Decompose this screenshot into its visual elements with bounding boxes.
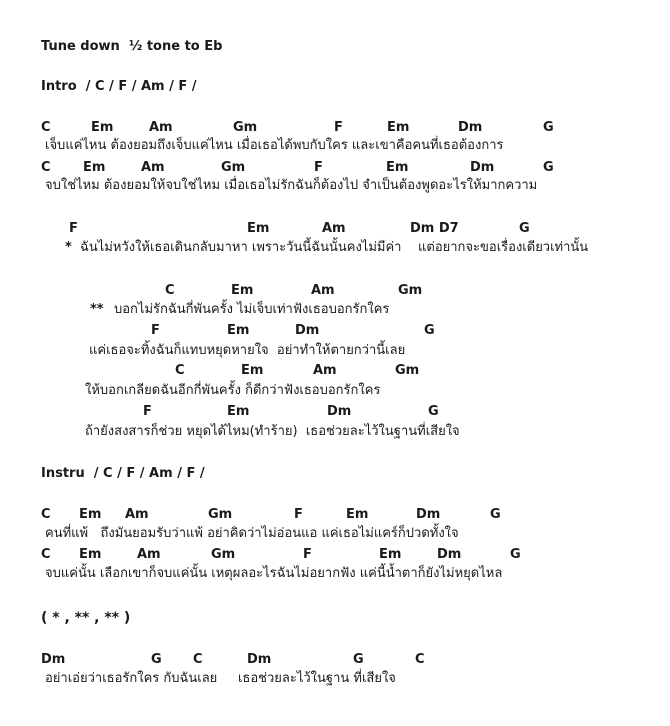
chord: G (510, 547, 521, 562)
instrumental-progression: Instru / C / F / Am / F / (41, 466, 205, 481)
chord: F (151, 323, 160, 338)
chord: F (303, 547, 312, 562)
chord: Em (247, 221, 270, 236)
chord: G (543, 120, 554, 135)
chord: Am (125, 507, 149, 522)
chord: Em (386, 160, 409, 175)
chord: Am (137, 547, 161, 562)
lyric-line: คนที่แพ้ ถึงมันยอมรับว่าแพ้ อย่าคิดว่าไม่อ่อนแอ แค่เธอไม่แคร์ก็ปวดทั้งใจ (45, 526, 459, 541)
chord: Dm (247, 652, 272, 667)
chord: Em (91, 120, 114, 135)
chord: C (415, 652, 425, 667)
chord: F (143, 404, 152, 419)
chord: Dm (327, 404, 352, 419)
chord: C (165, 283, 175, 298)
section-marker: ** (90, 302, 104, 317)
chord: C (41, 547, 51, 562)
tuning-note: Tune down ½ tone to Eb (41, 39, 223, 54)
chord: Am (322, 221, 346, 236)
chord: C (175, 363, 185, 378)
chord: F (334, 120, 343, 135)
lyric-line: เจ็บแค่ไหน ต้องยอมถึงเจ็บแค่ไหน เมื่อเธอได้พบกับใคร และเขาคือคนที่เธอต้องการ (45, 138, 504, 153)
chord: Em (379, 547, 402, 562)
chord: C (41, 120, 51, 135)
chord: Em (241, 363, 264, 378)
chord: Dm (458, 120, 483, 135)
chord: Am (311, 283, 335, 298)
chord: Gm (233, 120, 258, 135)
chord: Em (346, 507, 369, 522)
chord: Gm (395, 363, 420, 378)
chord: C (193, 652, 203, 667)
lyric-line: อย่าเอ่ยว่าเธอรักใคร กับฉันเลย เธอช่วยละไว้ในฐาน ที่เสียใจ (45, 671, 396, 686)
chord: Dm (437, 547, 462, 562)
chord: Dm (416, 507, 441, 522)
chord: Gm (211, 547, 236, 562)
repeat-instruction: ( * , ** , ** ) (41, 610, 131, 626)
chord: G (424, 323, 435, 338)
chord: Gm (398, 283, 423, 298)
section-marker: * (65, 240, 72, 255)
chord: Am (149, 120, 173, 135)
chord: G (519, 221, 530, 236)
chord: F (314, 160, 323, 175)
chord: C (41, 507, 51, 522)
chord: Am (313, 363, 337, 378)
chord: Em (79, 507, 102, 522)
chord: Dm (295, 323, 320, 338)
lyric-line: ให้บอกเกลียดฉันอีกกี่พันครั้ง ก็ดีกว่าฟังเธอบอกรักใคร (85, 383, 381, 398)
lyric-line: บอกไม่รักฉันกี่พันครั้ง ไม่เจ็บเท่าฟังเธอบอกรักใคร (114, 302, 390, 317)
chord: F (294, 507, 303, 522)
chord: Dm D7 (410, 221, 459, 236)
chord: G (353, 652, 364, 667)
chord: Am (141, 160, 165, 175)
chord: G (151, 652, 162, 667)
chord: Em (79, 547, 102, 562)
chord: F (69, 221, 78, 236)
chord: Dm (470, 160, 495, 175)
chord: G (428, 404, 439, 419)
chord: Em (231, 283, 254, 298)
lyric-line: จบแค่นั้น เลือกเขาก็จบแค่นั้น เหตุผลอะไรฉันไม่อยากฟัง แค่นี้น้ำตาก็ยังไม่หยุดไหล (45, 566, 503, 581)
chord: C (41, 160, 51, 175)
chord: Em (227, 323, 250, 338)
chord: Gm (221, 160, 246, 175)
chord: G (543, 160, 554, 175)
chord: Dm (41, 652, 66, 667)
chord: Em (387, 120, 410, 135)
lyric-line: ฉันไม่หวังให้เธอเดินกลับมาหา เพราะวันนี้ฉันนั้นคงไม่มีค่า แต่อยากจะขอเรื่องเดียวเท่านั้น (80, 240, 589, 255)
chord: Em (227, 404, 250, 419)
chord: Gm (208, 507, 233, 522)
lyric-line: จบใช่ไหม ต้องยอมให้จบใช่ไหม เมื่อเธอไม่รักฉันก็ต้องไป จำเป็นต้องพูดอะไรให้มากความ (45, 178, 538, 193)
chord: G (490, 507, 501, 522)
lyric-line: แค่เธอจะทิ้งฉันก็แทบหยุดหายใจ อย่าทำให้ตายกว่านี้เลย (89, 343, 406, 358)
chord: Em (83, 160, 106, 175)
intro-progression: Intro / C / F / Am / F / (41, 79, 197, 94)
lyric-line: ถ้ายังสงสารก็ช่วย หยุดได้ไหม(ทำร้าย) เธอช่วยละไว้ในฐานที่เสียใจ (85, 424, 460, 439)
